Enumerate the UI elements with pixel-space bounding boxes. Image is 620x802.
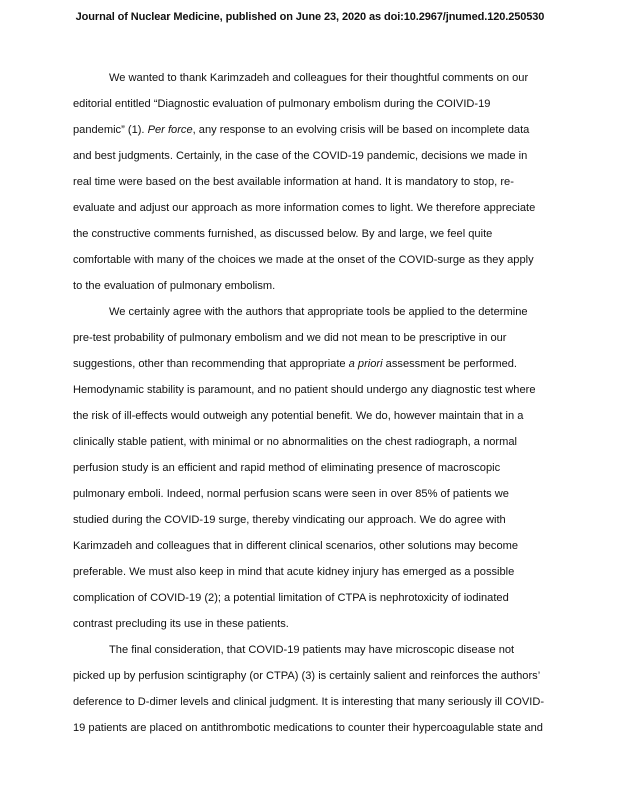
italic-term: a priori xyxy=(348,358,383,370)
text-line: the risk of ill-effects would outweigh any potential benefit. We do, however maintain that in a xyxy=(73,410,524,422)
text-line: The final consideration, that COVID-19 patients may have microscopic disease not xyxy=(109,644,515,656)
text-line: We certainly agree with the authors that appropriate tools be applied to the determine xyxy=(109,306,528,318)
text-line: pre-test probability of pulmonary embolism and we did not mean to be prescriptive in our xyxy=(73,332,507,344)
text-segment: suggestions, other than recommending that appropriate xyxy=(73,358,349,370)
text-line xyxy=(73,124,529,136)
text-line: comfortable with many of the choices we made at the onset of the COVID-surge as they apply xyxy=(73,254,534,266)
text-line: 19 patients are placed on antithrombotic medications to counter their hypercoagulable state and xyxy=(73,722,543,734)
text-line: deference to D-dimer levels and clinical judgment. It is interesting that many seriously ill COVID- xyxy=(73,696,545,708)
text-line xyxy=(73,358,517,370)
text-line: We wanted to thank Karimzadeh and colleagues for their thoughtful comments on our xyxy=(109,72,529,84)
text-line: picked up by perfusion scintigraphy (or CTPA) (3) is certainly salient and reinforces the authors’ xyxy=(73,670,541,682)
text-line: evaluate and adjust our approach as more information comes to light. We therefore appreciate xyxy=(73,202,536,214)
text-line: editorial entitled “Diagnostic evaluation of pulmonary embolism during the COIVID-19 xyxy=(73,98,491,110)
text-segment: pandemic” (1). xyxy=(73,124,148,136)
italic-term: Per force xyxy=(147,124,193,136)
text-line: Hemodynamic stability is paramount, and no patient should undergo any diagnostic test where xyxy=(73,384,536,396)
text-line: real time were based on the best available information at hand. It is mandatory to stop, re- xyxy=(73,176,514,188)
text-line: Karimzadeh and colleagues that in different clinical scenarios, other solutions may become xyxy=(73,540,519,552)
text-line: studied during the COVID-19 surge, thereby vindicating our approach. We do agree with xyxy=(73,514,506,526)
text-line: to the evaluation of pulmonary embolism. xyxy=(73,280,276,292)
text-segment: , any response to an evolving crisis will be based on incomplete data xyxy=(192,124,530,136)
text-line: contrast precluding its use in these patients. xyxy=(73,618,289,630)
text-line: pulmonary emboli. Indeed, normal perfusion scans were seen in over 85% of patients we xyxy=(73,488,509,500)
text-line: preferable. We must also keep in mind that acute kidney injury has emerged as a possible xyxy=(73,566,515,578)
text-line: and best judgments. Certainly, in the case of the COVID-19 pandemic, decisions we made in xyxy=(73,150,528,162)
journal-header: Journal of Nuclear Medicine, published on June 23, 2020 as doi:10.2967/jnumed.120.250530 xyxy=(75,11,545,23)
text-line: perfusion study is an efficient and rapid method of eliminating presence of macroscopic xyxy=(73,462,501,474)
text-segment: assessment be performed. xyxy=(382,358,518,370)
text-line: complication of COVID-19 (2); a potential limitation of CTPA is nephrotoxicity of iodinated xyxy=(73,592,509,604)
text-line: clinically stable patient, with minimal or no abnormalities on the chest radiograph, a normal xyxy=(73,436,517,448)
text-line: the constructive comments furnished, as discussed below. By and large, we feel quite xyxy=(73,228,493,240)
